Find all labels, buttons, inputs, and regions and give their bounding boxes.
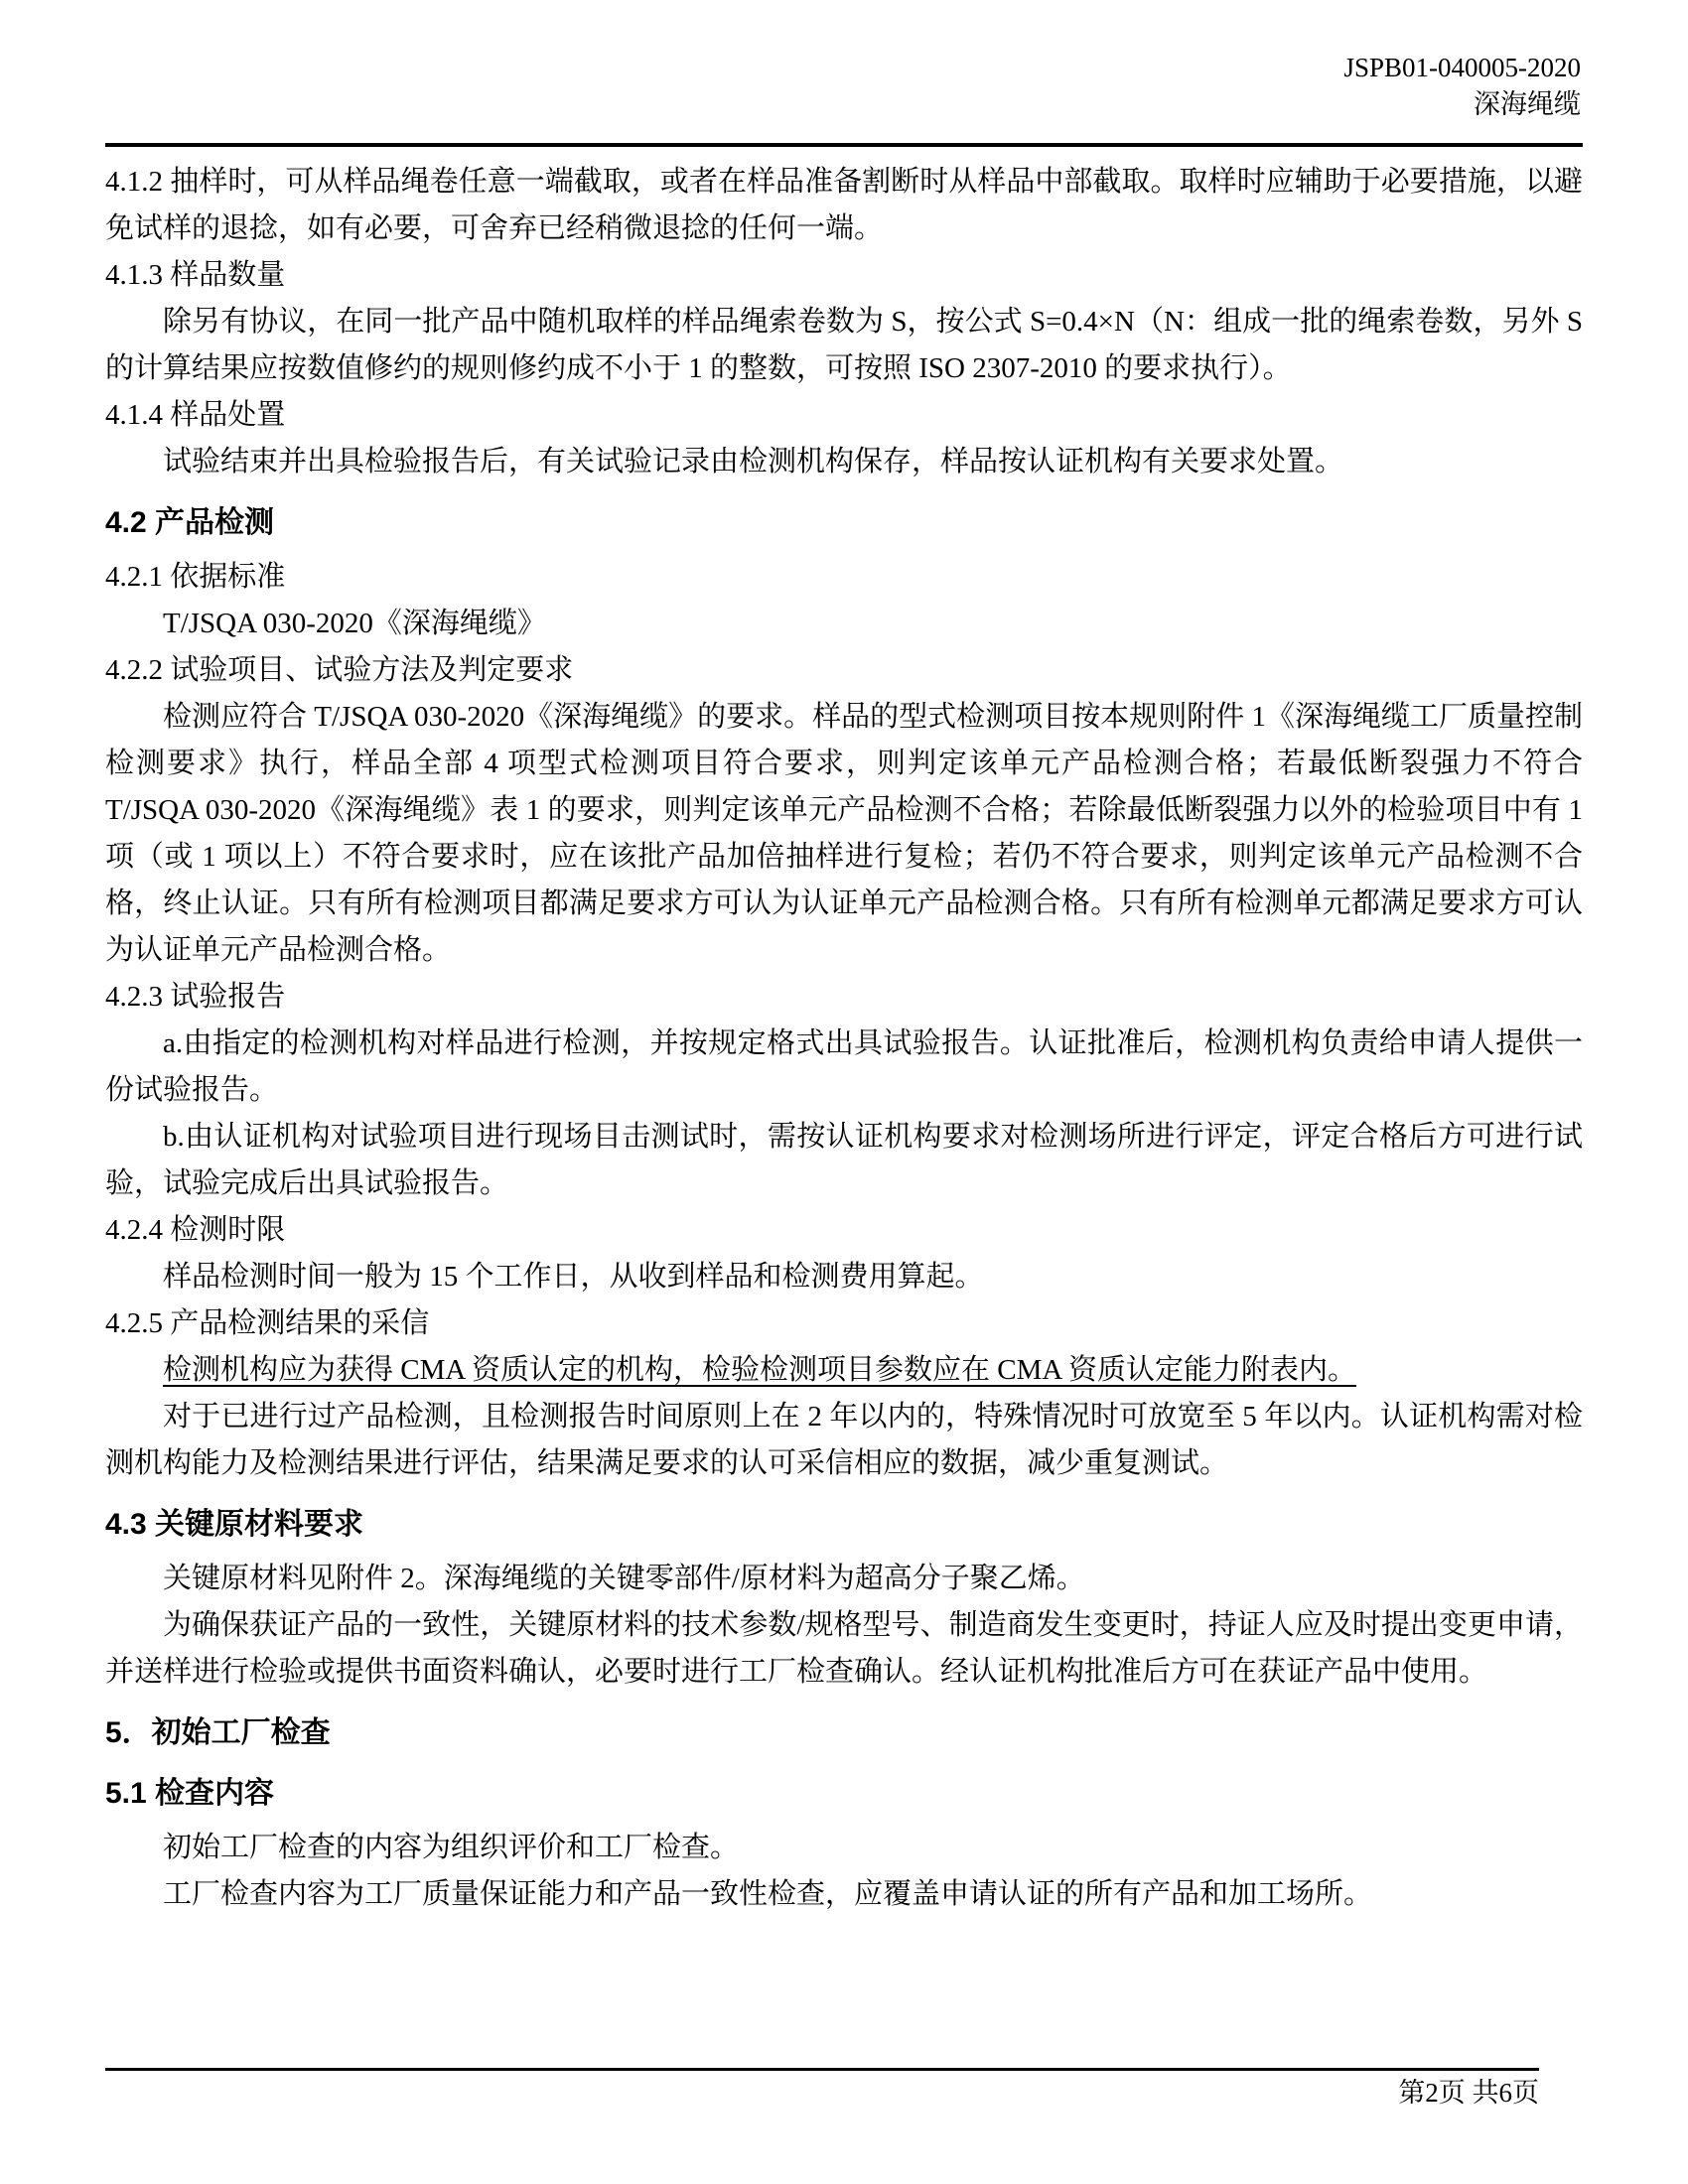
body-paragraph: 检测机构应为获得 CMA 资质认定的机构，检验检测项目参数应在 CMA 资质认定能力附表内。 <box>163 1354 1356 1386</box>
body-paragraph: 试验结束并出具检验报告后，有关试验记录由检测机构保存，样品按认证机构有关要求处置。 <box>163 446 1344 478</box>
footer-divider <box>105 2068 1539 2071</box>
body-paragraph: 为确保获证产品的一致性，关键原材料的技术参数/规格型号、制造商发生变更时，持证人应及时提出变更申请，并送样进行检验或提供书面资料确认，必要时进行工厂检查确认。经认证机构批准后方可在获证产品中使用。 <box>105 1609 1583 1688</box>
body-paragraph: 检测应符合 T/JSQA 030-2020《深海绳缆》的要求。样品的型式检测项目按本规则附件 1《深海绳缆工厂质量控制检测要求》执行，样品全部 4 项型式检测项目符合要求，则判定该单元产品检测合格；若最低断裂强力不符合 T/JSQA 030-2020《深海绳缆》表 1 的要求，则判定该单元产品检测不合格；若除最低断裂强力以外的检验项目中有 1 项（或 1 项以上）不符合要求时，应在该批产品加倍抽样进行复检；若仍不符合要求，则判定该单元产品检测不合格，终止认证。只有所有检测项目都满足要求方可认为认证单元产品检测合格。只有所有检测单元都满足要求方可认为认证单元产品检测合格。 <box>105 701 1583 966</box>
document-body <box>105 159 1583 1918</box>
section-heading: 4.2 产品检测 <box>105 506 275 539</box>
body-paragraph: 4.1.4 样品处置 <box>105 399 286 431</box>
page-footer <box>105 2075 1539 2111</box>
page-number: 第2页 共6页 <box>1398 2078 1539 2108</box>
section-heading: 5．初始工厂检查 <box>105 1716 331 1749</box>
body-paragraph: 关键原材料见附件 2。深海绳缆的关键零部件/原材料为超高分子聚乙烯。 <box>163 1563 1085 1594</box>
body-paragraph: 4.2.5 产品检测结果的采信 <box>105 1307 430 1339</box>
page-header <box>1343 50 1581 123</box>
body-paragraph: 样品检测时间一般为 15 个工作日，从收到样品和检测费用算起。 <box>163 1261 984 1293</box>
section-heading: 5.1 检查内容 <box>105 1777 275 1810</box>
body-paragraph: 4.2.1 依据标准 <box>105 561 286 593</box>
body-paragraph: 工厂检查内容为工厂质量保证能力和产品一致性检查，应覆盖申请认证的所有产品和加工场所。 <box>163 1878 1373 1910</box>
body-paragraph: 除另有协议，在同一批产品中随机取样的样品绳索卷数为 S，按公式 S=0.4×N（N：组成一批的绳索卷数，另外 S 的计算结果应按数值修约的规则修约成不小于 1 的整数，可按照 ISO 2307-2010 的要求执行）。 <box>105 306 1583 384</box>
doc-title: 深海绳缆 <box>1474 89 1581 119</box>
body-paragraph: 4.1.2 抽样时，可从样品绳卷任意一端截取，或者在样品准备割断时从样品中部截取。取样时应辅助于必要措施，以避免试样的退捻，如有必要，可舍弃已经稍微退捻的任何一端。 <box>105 166 1583 244</box>
body-paragraph: b.由认证机构对试验项目进行现场目击测试时，需按认证机构要求对检测场所进行评定，评定合格后方可进行试验，试验完成后出具试验报告。 <box>105 1121 1583 1199</box>
body-paragraph: 4.2.2 试验项目、试验方法及判定要求 <box>105 654 574 686</box>
body-paragraph: T/JSQA 030-2020《深海绳缆》 <box>163 608 546 639</box>
body-paragraph: 4.2.3 试验报告 <box>105 981 286 1013</box>
header-divider <box>105 143 1583 147</box>
section-heading: 4.3 关键原材料要求 <box>105 1508 364 1541</box>
body-paragraph: 对于已进行过产品检测，且检测报告时间原则上在 2 年以内的，特殊情况时可放宽至 5 年以内。认证机构需对检测机构能力及检测结果进行评估，结果满足要求的认可采信相应的数据，减少重复测试。 <box>105 1401 1583 1479</box>
body-paragraph: 4.2.4 检测时限 <box>105 1214 286 1246</box>
body-paragraph: 初始工厂检查的内容为组织评价和工厂检查。 <box>163 1832 740 1863</box>
body-paragraph: 4.1.3 样品数量 <box>105 259 286 291</box>
body-paragraph: a.由指定的检测机构对样品进行检测，并按规定格式出具试验报告。认证批准后，检测机构负责给申请人提供一份试验报告。 <box>105 1027 1583 1106</box>
doc-number: JSPB01-040005-2020 <box>1343 53 1581 82</box>
